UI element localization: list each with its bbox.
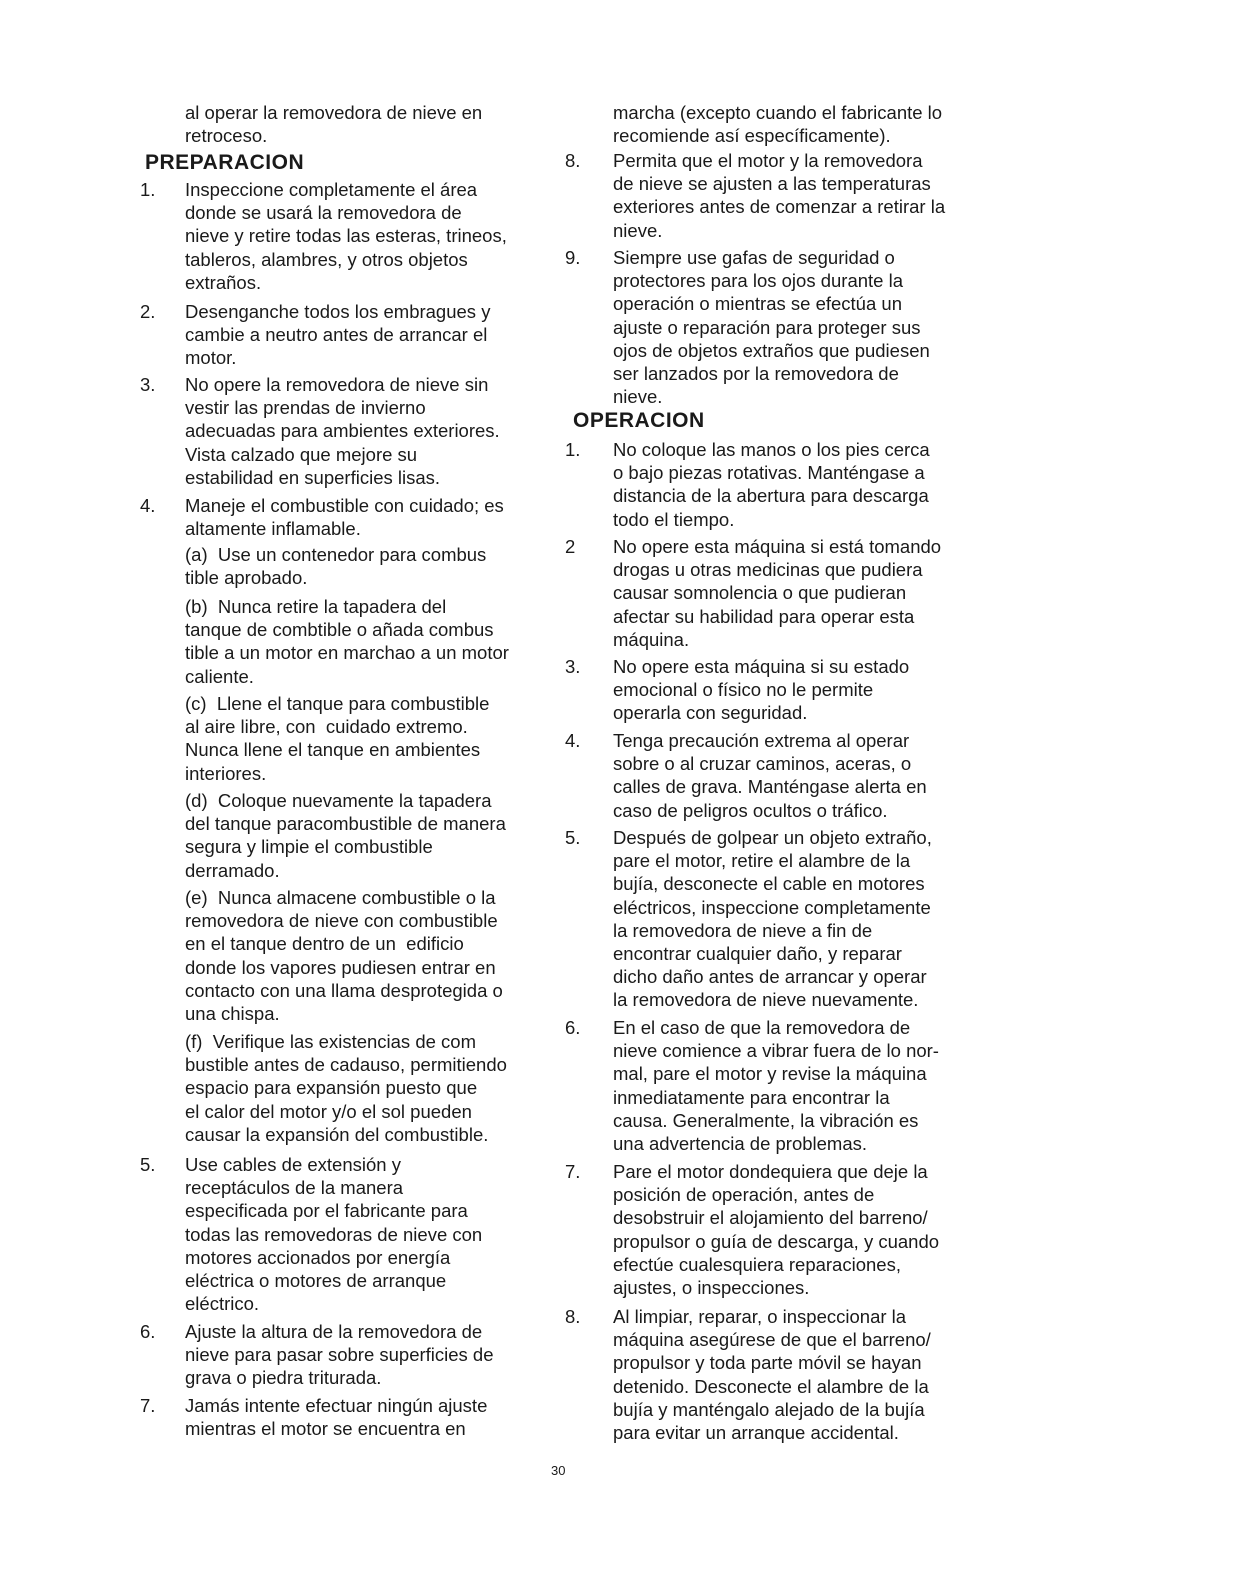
oper-item-4-number: 4.: [565, 730, 581, 751]
oper-item-2-number: 2: [565, 536, 576, 557]
prep-item-7-number: 7.: [140, 1395, 156, 1416]
prep-item-7-text: Jamás intente efectuar ningún ajuste mientras el motor se encuentra en: [185, 1395, 488, 1440]
prep-subitem-e-text: (e) Nunca almacene combustible o la removedora de nieve con combustible en el tanque dentro de un edificio donde los vapores pudiesen entrar en contacto con una llama desprotegida o una chispa.: [185, 887, 503, 1025]
prep-item-5: [140, 1153, 482, 1315]
prep-subitem-e: [140, 886, 503, 1025]
operacion-title: OPERACION: [573, 409, 705, 432]
oper-item-7-text: Pare el motor dondequiera que deje la posición de operación, antes de desobstruir el alojamiento del barreno/ propulsor o guía de descarga, y cuando efectúe cualesquiera reparaciones, ajustes, o inspecciones.: [613, 1161, 940, 1299]
prep-subitem-d: [140, 789, 506, 882]
oper-item-5-text: Después de golpear un objeto extraño, pare el motor, retire el alambre de la bujía, desconecte el cable en motores eléctricos, inspeccione completamente la removedora de nieve a fin de encontrar cualquier daño, y reparar dicho daño antes de arrancar y operar la removedora de nieve nuevamente.: [613, 827, 932, 1011]
prep-item-7: [140, 1394, 487, 1440]
prep-subitem-a-text: (a) Use un contenedor para combus tible aprobado.: [185, 544, 487, 589]
prep-item-4-number: 4.: [140, 495, 156, 516]
left-intro-text: al operar la removedora de nieve en retroceso.: [185, 102, 483, 147]
oper-item-8-number: 8.: [565, 1306, 581, 1327]
prep-item-4-text: Maneje el combustible con cuidado; es altamente inflamable.: [185, 495, 504, 540]
oper-item-3-number: 3.: [565, 656, 581, 677]
oper-item-4-text: Tenga precaución extrema al operar sobre o al cruzar caminos, aceras, o calles de grava. Manténgase alerta en caso de peligros ocultos o tráfico.: [613, 730, 927, 821]
prep-item-2-text: Desenganche todos los embragues y cambie a neutro antes de arrancar el motor.: [185, 301, 491, 369]
oper-item-6: [565, 1016, 939, 1155]
prep-subitem-f-text: (f) Verifique las existencias de com bustible antes de cadauso, permitiendo espacio para expansión puesto que el calor del motor y/o el sol pueden causar la expansión del combustible.: [185, 1031, 507, 1145]
oper-item-7: [565, 1160, 939, 1299]
preparacion-title: PREPARACION: [145, 151, 305, 174]
oper-item-2: [565, 535, 941, 651]
prep-subitem-c-text: (c) Llene el tanque para combustible al aire libre, con cuidado extremo. Nunca llene el tanque en ambientes interiores.: [185, 693, 490, 784]
oper-item-1: [565, 438, 930, 531]
oper-item-4: [565, 729, 927, 822]
prep-subitem-d-text: (d) Coloque nuevamente la tapadera del tanque paracombustible de manera segura y limpie el combustible derramado.: [185, 790, 506, 881]
prep-item-6-text: Ajuste la altura de la removedora de nieve para pasar sobre superficies de grava o piedra triturada.: [185, 1321, 494, 1389]
prep-item-1: [140, 178, 507, 294]
prep-item-1-number: 1.: [140, 179, 156, 200]
prep-item-8-number: 8.: [565, 150, 581, 171]
oper-item-8: [565, 1305, 931, 1444]
prep-item-6-number: 6.: [140, 1321, 156, 1342]
prep-item-2-number: 2.: [140, 301, 156, 322]
prep-item-2: [140, 300, 490, 370]
oper-item-5-number: 5.: [565, 827, 581, 848]
prep-item-8: [565, 149, 945, 242]
heading-preparacion: [145, 151, 304, 175]
prep-item-1-text: Inspeccione completamente el área donde se usará la removedora de nieve y retire todas las esteras, trineos, tableros, alambres, y otros objetos extraños.: [185, 179, 507, 293]
right-intro: [613, 101, 942, 147]
oper-item-7-number: 7.: [565, 1161, 581, 1182]
oper-item-6-number: 6.: [565, 1017, 581, 1038]
oper-item-1-text: No coloque las manos o los pies cerca o bajo piezas rotativas. Manténgase a distancia de la abertura para descarga todo el tiempo.: [613, 439, 930, 530]
oper-item-3-text: No opere esta máquina si su estado emocional o físico no le permite operarla con seguridad.: [613, 656, 910, 724]
prep-subitem-b: [140, 595, 509, 688]
prep-item-5-text: Use cables de extensión y receptáculos de la manera especificada por el fabricante para todas las removedoras de nieve con motores accionados por energía eléctrica o motores de arranque eléctrico.: [185, 1154, 483, 1315]
prep-subitem-c: [140, 692, 489, 785]
prep-subitem-b-text: (b) Nunca retire la tapadera del tanque de combtible o añada combus tible a un motor en marchao a un motor caliente.: [185, 596, 509, 687]
oper-item-1-number: 1.: [565, 439, 581, 460]
prep-subitem-a: [140, 543, 486, 589]
prep-subitem-f: [140, 1030, 507, 1146]
prep-item-9-text: Siempre use gafas de seguridad o protectores para los ojos durante la operación o mientras se efectúa un ajuste o reparación para proteger sus ojos de objetos extraños que pudiesen ser lanzados por la removedora de nieve.: [613, 247, 930, 408]
prep-item-3: [140, 373, 500, 489]
prep-item-3-number: 3.: [140, 374, 156, 395]
oper-item-8-text: Al limpiar, reparar, o inspeccionar la máquina asegúrese de que el barreno/ propulsor y toda parte móvil se hayan detenido. Desconecte el alambre de la bujía y manténgalo alejado de la bujía para evitar un arranque accidental.: [613, 1306, 931, 1444]
oper-item-2-text: No opere esta máquina si está tomando drogas u otras medicinas que pudiera causar somnolencia o que pudieran afectar su habilidad para operar esta máquina.: [613, 536, 942, 650]
prep-item-4: [140, 494, 504, 540]
oper-item-6-text: En el caso de que la removedora de nieve comience a vibrar fuera de lo nor- mal, pare el motor y revise la máquina inmediatamente para encontrar la causa. Generalmente, la vibración es una advertencia de problemas.: [613, 1017, 939, 1155]
prep-item-8-text: Permita que el motor y la removedora de nieve se ajusten a las temperaturas exteriores antes de comenzar a retirar la nieve.: [613, 150, 946, 241]
heading-operacion: [573, 409, 705, 433]
right-intro-text: marcha (excepto cuando el fabricante lo recomiende así específicamente).: [613, 102, 943, 147]
prep-item-6: [140, 1320, 494, 1390]
oper-item-5: [565, 826, 932, 1012]
prep-item-9: [565, 246, 930, 408]
prep-item-9-number: 9.: [565, 247, 581, 268]
page-number: 30: [551, 1463, 566, 1478]
prep-item-5-number: 5.: [140, 1154, 156, 1175]
oper-item-3: [565, 655, 909, 725]
left-intro: [185, 101, 482, 147]
prep-item-3-text: No opere la removedora de nieve sin vestir las prendas de invierno adecuadas para ambientes exteriores. Vista calzado que mejore su estabilidad en superficies lisas.: [185, 374, 500, 488]
